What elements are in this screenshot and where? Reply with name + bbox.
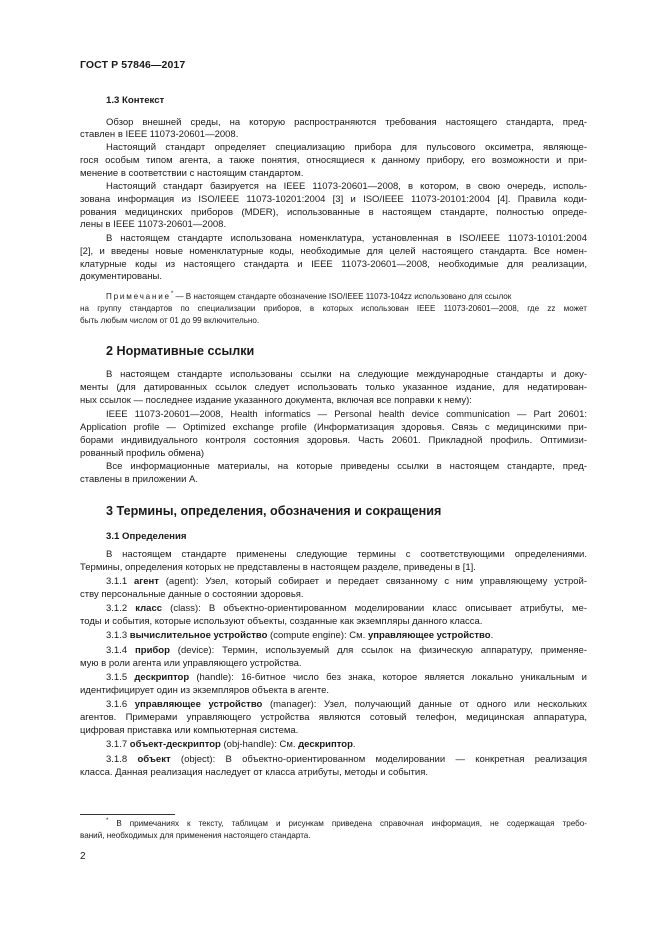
text-line: В настоящем стандарте использована номенклатура, установленная в ISO/IEEE 11073-10101:2004 [106,233,587,244]
term-definition: (compute engine): См. [267,630,368,641]
text-line: класса. Данная реализация наследует от класса атрибуты, методы и события. [80,767,429,778]
term-reference: дескриптор [298,739,353,750]
text-line: Настоящий стандарт определяет специализацию прибора для пульсового оксиметра, являюще- [106,142,587,153]
term-number: 3.1.8 [106,754,138,765]
term-name: прибор [135,645,170,656]
footnote-mark: * [106,818,109,824]
term-definition: (agent): Узел, который собирает и передает связанному с ним управляющему устрой- [158,576,587,587]
term-number: 3.1.4 [106,645,136,656]
term-name: управляющее устройство [134,699,263,710]
text-line: рования медицинских приборов (MDER), использованные в настоящем стандарте, полностью опреде- [80,207,587,218]
document-header: ГОСТ Р 57846—2017 [80,59,186,71]
text-line: В настоящем стандарте применены следующие термины с соответствующими определениями. [106,549,587,560]
term-name: класс [135,603,163,614]
term-3-1-2 [106,603,587,615]
text-line: цифровая приставка или компьютерная система. [80,725,299,736]
text-line: клатурные коды из настоящего стандарта и IEEE 11073-20601—2008, необходимые для реализации, [80,259,587,270]
term-number: 3.1.2 [106,603,136,614]
text-line: борами индивидуального контроля состояния здоровья. Часть 20601. Прикладной профиль. Оптимизи- [80,435,587,446]
section-3-1-title: 3.1 Определения [106,531,187,542]
text-line: менты (для датированных ссылок следует использовать только указанное издание, для недатирован- [80,382,587,393]
term-definition: (device): Термин, используемый для ссылок на физическую аппаратуру, применяе- [169,645,587,656]
term-3-1-3 [106,630,493,642]
text-line: идентифицирует один из экземпляров объекта в агенте. [80,685,330,696]
text-line: рованный профиль обмена) [80,448,205,459]
term-definition: (manager): Узел, получающий данные от одного или нескольких [262,699,587,710]
text-line: ставлен в IEEE 11073-20601—2008. [80,129,239,140]
term-number: 3.1.1 [106,576,134,587]
footnote-line: ваний, необходимых для применения настоящего стандарта. [80,831,311,840]
page-number: 2 [80,851,86,862]
text-line: Application profile — Optimized exchange profile (Информатизация здоровья. Связь с медицинскими при- [80,422,587,433]
text-line: гося особым типом агента, а также понятия, относящиеся к данному прибору, его возможности и при- [80,155,587,166]
term-definition: (obj-handle): См. [220,739,299,750]
term-3-1-8 [106,754,587,766]
note-footnote-mark: * [170,291,174,297]
note-line: на группу стандартов по специализации приборов, в которых использован IEEE 11073-20601—2008, где zz может [80,304,587,313]
text-line: Обзор внешней среды, на которую распространяются требования настоящего стандарта, пред- [106,117,587,128]
term-number: 3.1.6 [106,699,135,710]
term-number: 3.1.3 [106,630,130,641]
term-name: дескриптор [134,672,190,683]
text-line: [2], и введены новые номенклатурные коды, необходимые для целей настоящего стандарта. Все номен- [80,246,587,257]
text-line: ных ссылок — последнее издание указанного документа, включая все поправки к нему): [80,395,472,406]
footnote-divider [80,814,175,815]
term-3-1-4 [106,645,587,657]
term-definition: (object): В объектно-ориентированном моделировании — конкретная реализация [170,754,587,765]
note-text: — В настоящем стандарте обозначение ISO/IEEE 11073-104zz использовано для ссылок [173,292,512,301]
term-definition: (handle): 16-битное число без знака, которое является локально уникальным и [189,672,587,683]
note-line: быть любым числом от 01 до 99 включительно. [80,316,260,325]
term-end: . [490,630,494,641]
text-line: тоды и события, которые используют объекты, созданные как экземпляры данного класса. [80,616,483,627]
term-name: объект [137,754,171,765]
term-name: агент [133,576,159,587]
term-number: 3.1.7 [106,739,130,750]
text-line: IEEE 11073-20601—2008, Health informatics — Personal health device communication — Part 20601: [106,409,587,420]
note-label: Примечание [106,292,171,301]
note-line [106,291,511,302]
text-line: лены в IEEE 11073-20601—2008. [80,219,227,230]
text-line: В настоящем стандарте использованы ссылки на следующие международные стандарты и доку- [106,369,587,380]
text-line: мую в роли агента или управляющего устройства. [80,658,302,669]
text-line: ставлены в приложении А. [80,474,199,485]
term-name: объект-дескриптор [129,739,221,750]
section-1-3-title: 1.3 Контекст [106,95,165,106]
footnote-text: В примечаниях к тексту, таблицам и рисункам приведена справочная информация, не содержащая требо- [108,819,587,828]
section-3-title: 3 Термины, определения, обозначения и сокращения [106,504,442,518]
term-definition: (class): В объектно-ориентированном моделировании класс описывает атрибуты, ме- [162,603,587,614]
text-line: Термины, определения которых не представлены в настоящем разделе, приведены в [1]. [80,562,476,573]
footnote-line [106,818,587,829]
section-2-title: 2 Нормативные ссылки [106,344,255,358]
term-3-1-1 [106,576,587,588]
term-3-1-7 [106,739,356,751]
text-line: документированы. [80,271,162,282]
text-line: ству персональные данные о состоянии здоровья. [80,589,304,600]
text-line: зована информация из ISO/IEEE 11073-10201:2004 [3] и ISO/IEEE 11073-20101:2004 [4]. Правила коди- [80,194,587,205]
term-3-1-6 [106,699,587,711]
term-reference: управляющее устройство [367,630,491,641]
text-line: Настоящий стандарт базируется на IEEE 11073-20601—2008, в котором, в свою очередь, исполь- [106,181,587,192]
term-3-1-5 [106,672,587,684]
term-end: . [352,739,356,750]
term-name: вычислительное устройство [129,630,268,641]
text-line: менение в соответствии с настоящим стандартом. [80,168,304,179]
term-number: 3.1.5 [106,672,135,683]
text-line: Все информационные материалы, на которые приведены ссылки в настоящем стандарте, пред- [106,461,587,472]
text-line: агентов. Примерами управляющего устройства являются сотовый телефон, медицинская аппаратура, [80,712,587,723]
